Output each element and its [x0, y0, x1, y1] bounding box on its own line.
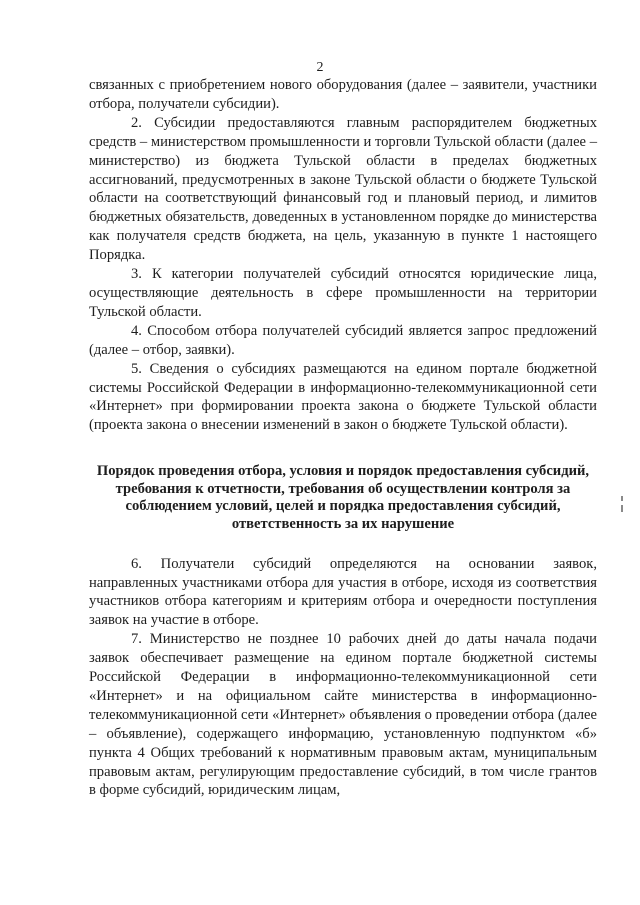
section-heading: Порядок проведения отбора, условия и порядок предоставления субсидий, требования к отчетности, требования об осуществлении контроля за соблюдением условий, целей и порядка предоставления субсидий, ответственность за их нарушение: [96, 463, 590, 532]
paragraph-4: 4. Способом отбора получателей субсидий является запрос предложений (далее – отбор, заявки).: [89, 322, 597, 358]
margin-scan-mark: [621, 496, 624, 514]
spacer: [89, 534, 597, 555]
document-body: [89, 76, 597, 800]
paragraph-5: 5. Сведения о субсидиях размещаются на едином портале бюджетной системы Российской Федерации в информационно-телекоммуникационной сети «Интернет» при формировании проекта закона о бюджете Тульской области (проекта закона о внесении изменений в закон о бюджете Тульской области).: [89, 360, 597, 434]
paragraph-continuation: связанных с приобретением нового оборудования (далее – заявители, участники отбора, получатели субсидии).: [89, 77, 597, 112]
paragraph-3: 3. К категории получателей субсидий относятся юридические лица, осуществляющие деятельность в сфере промышленности на территории Тульской области.: [89, 266, 597, 320]
page-number: 2: [316, 60, 324, 75]
paragraph-6: 6. Получатели субсидий определяются на основании заявок, направленных участниками отбора для участия в отборе, исходя из соответствия участников отбора категориям и критериям отбора и очередности поступления заявок на участие в отборе.: [89, 555, 597, 629]
paragraph-7: 7. Министерство не позднее 10 рабочих дней до даты начала подачи заявок обеспечивает размещение на едином портале бюджетной системы Российской Федерации в информационно-телекоммуникационной сети «Интернет» и на официальном сайте министерства в информационно-телекоммуникационной сети «Интернет» объявления о проведении отбора (далее – объявление), содержащего информацию, установленную подпунктом «б» пункта 4 Общих требований к нормативным правовым актам, муниципальным правовым актам, регулирующим предоставление субсидий, в том числе грантов в форме субсидий, юридическим лицам,: [89, 631, 597, 799]
spacer: [89, 435, 597, 463]
paragraph-2: 2. Субсидии предоставляются главным распорядителем бюджетных средств – министерством промышленности и торговли Тульской области (далее – министерство) из бюджета Тульской области в пределах бюджетных ассигнований, предусмотренных в законе Тульской области о бюджете Тульской области на соответствующий финансовый год и плановый период, и лимитов бюджетных обязательств, доведенных в установленном порядке до министерства как получателя средств бюджета, на цель, указанную в пункте 1 настоящего Порядка.: [89, 114, 597, 264]
